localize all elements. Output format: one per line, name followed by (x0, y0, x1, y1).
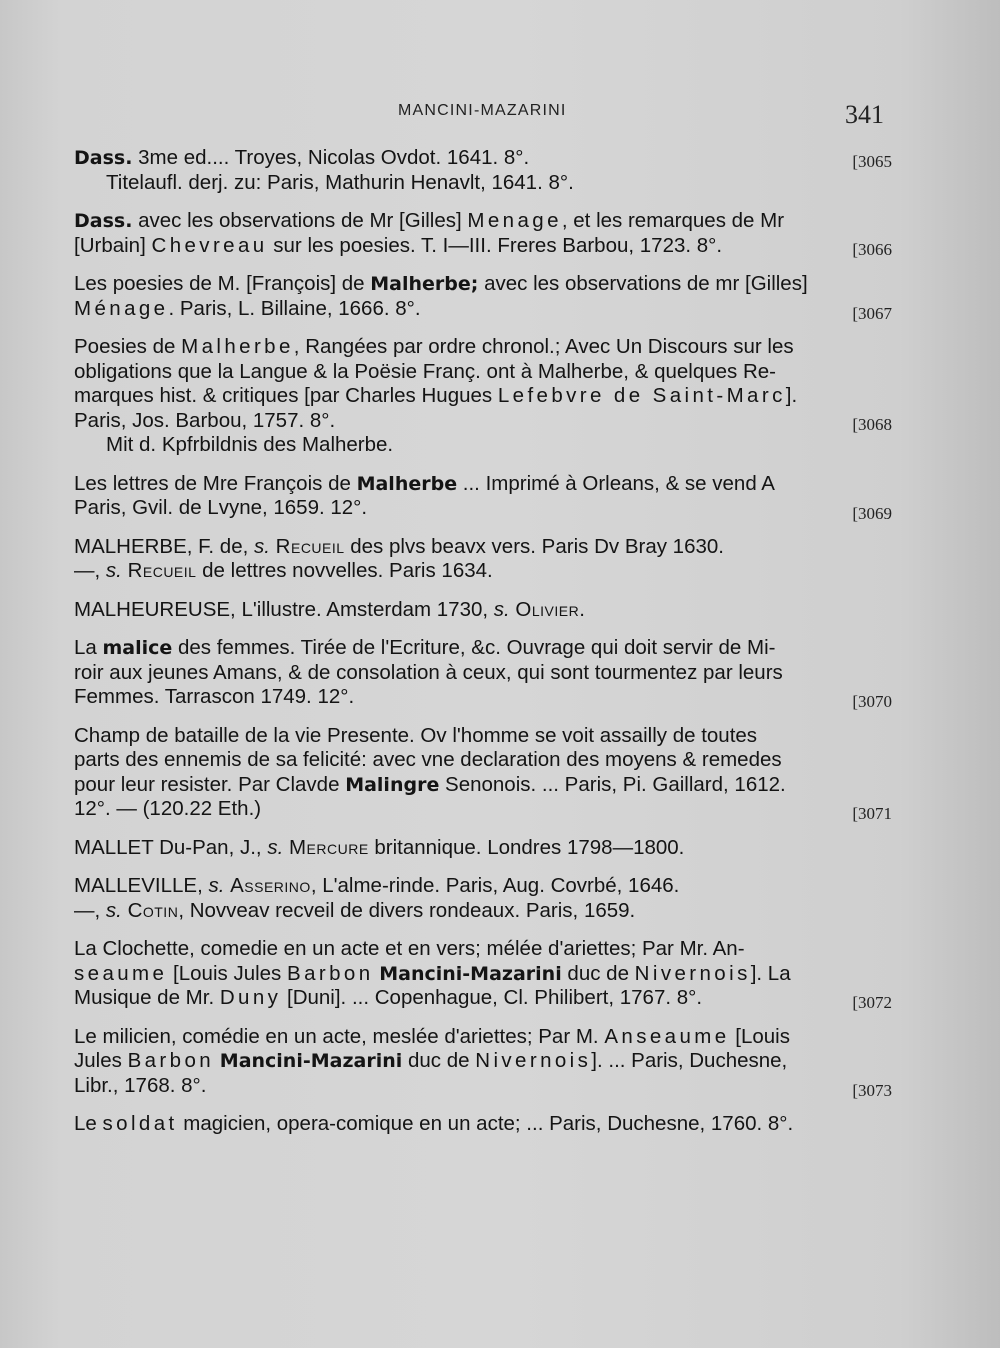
entry-text: [Urbain] (74, 233, 152, 257)
entry-text: ]. La (750, 961, 791, 985)
entry-text: sur les poesies. T. I—III. Freres Barbou, 1723. 8°. (267, 233, 723, 257)
cross-reference: Recueil (275, 534, 345, 558)
entry-heading: Malingre (345, 773, 440, 796)
entry-text: ]. ... Paris, Duchesne, (591, 1049, 788, 1072)
catalogue-entry (74, 1112, 886, 1137)
entry-text: Senonois. ... Paris, Pi. Gaillard, 1612. (439, 772, 786, 796)
page-number: 341 (845, 100, 884, 129)
entry-text: pour leur resister. Par Clavde (74, 772, 346, 796)
entry-text: . Paris, L. Billaine, 1666. 8°. (168, 296, 421, 320)
entry-text: roir aux jeunes Amans, & de consolation à ceux, qui sont tourmentez par leurs (74, 660, 783, 684)
entry-text: avec les observations de mr [Gilles] (478, 272, 808, 295)
entry-line (74, 234, 886, 259)
catalogue-entry (74, 874, 886, 923)
entry-text: ]. (785, 384, 798, 407)
entry-text: [Louis (729, 1024, 790, 1048)
see-abbrev: s. (105, 898, 122, 922)
entry-text: parts des ennemis de sa felicité: avec vne declaration des moyens & remedes (74, 748, 782, 771)
entry-line (74, 496, 886, 521)
catalogue-entry (74, 598, 886, 623)
entry-text: Jules (74, 1049, 128, 1072)
entry-text: avec les observations de Mr [Gilles] (132, 209, 468, 232)
entry-number: [3072 (852, 993, 892, 1012)
entry-text: , Novveav recveil de divers rondeaux. Paris, 1659. (178, 898, 636, 922)
entry-heading: Mancini-Mazarini (379, 962, 562, 985)
cross-reference: Asserino (230, 874, 311, 897)
entry-line (74, 874, 886, 899)
entry-line (74, 724, 886, 749)
entry-text: Les lettres de Mre François de (74, 471, 357, 495)
catalogue-entry (74, 937, 892, 1012)
author-name: Nivernois (634, 961, 751, 985)
entry-text: MALLET Du-Pan, J., (74, 835, 268, 859)
entry-line (74, 559, 886, 584)
entry-text: Paris, Jos. Barbou, 1757. 8°. (74, 408, 336, 432)
entry-number: [3071 (852, 803, 892, 823)
entry-text: , L'alme-rinde. Paris, Aug. Covrbé, 1646. (310, 874, 680, 897)
entry-line (74, 535, 886, 560)
entry-line (74, 472, 886, 497)
entry-number: [3069 (852, 503, 892, 523)
entry-text: Champ de bataille de la vie Presente. Ov l'homme se voit assailly de toutes (74, 723, 758, 747)
entry-text: La (74, 636, 103, 659)
entry-number: [3068 (852, 415, 892, 434)
cross-reference: Recueil (127, 559, 197, 582)
entry-text: marques hist. & critiques [par Charles Hugues (74, 384, 498, 407)
catalogue-entry (74, 723, 892, 823)
entry-text: MALLEVILLE, (74, 874, 209, 897)
entry-text: MALHEUREUSE, L'illustre. Amsterdam 1730, (74, 597, 494, 621)
entry-heading: Dass. (74, 210, 133, 232)
author-name: Lefebvre de Saint-Marc (497, 384, 786, 407)
entry-line (74, 1112, 886, 1137)
entry-number: [3066 (852, 240, 892, 259)
entry-text: de lettres novvelles. Paris 1634. (196, 559, 493, 582)
entry-line (74, 433, 886, 458)
author-name: Ménage (74, 296, 169, 320)
entry-text: , Rangées par ordre chronol.; Avec Un Discours sur les (293, 335, 794, 358)
entry-text: Le milicien, comédie en un acte, meslée d'ariettes; Par M. (74, 1024, 605, 1048)
entry-text: . (579, 597, 585, 621)
entry-line (74, 146, 886, 171)
entry-line (74, 937, 886, 962)
entry-text: Musique de Mr. (74, 986, 220, 1009)
entry-text: La Clochette, comedie en un acte et en vers; mélée d'ariettes; Par Mr. An- (74, 937, 745, 960)
entry-line (74, 773, 886, 798)
entry-number: [3065 (852, 152, 892, 171)
entry-text: Poesies de (74, 335, 182, 358)
entry-line (74, 209, 886, 234)
entry-text: Femmes. Tarrascon 1749. 12°. (74, 685, 355, 708)
entry-text: duc de (402, 1049, 476, 1072)
author-name: Menage (467, 209, 562, 232)
entry-number: [3067 (852, 304, 892, 323)
entry-line (74, 1049, 886, 1074)
cross-reference: Cotin (127, 898, 179, 922)
author-name: Barbon (287, 961, 374, 985)
catalogue-entry (74, 335, 892, 458)
entry-number: [3073 (852, 1080, 892, 1100)
entry-number: [3070 (852, 692, 892, 711)
catalogue-entry (74, 272, 892, 323)
entry-text: Libr., 1768. 8°. (74, 1073, 207, 1097)
entry-line (74, 1025, 886, 1050)
entry-text: Paris, Gvil. de Lvyne, 1659. 12°. (74, 496, 368, 519)
entry-line (74, 1074, 886, 1099)
entry-line (74, 409, 886, 434)
see-abbrev: s. (208, 874, 225, 897)
entry-text: des plvs beavx vers. Paris Dv Bray 1630. (344, 534, 724, 558)
entry-line (74, 962, 886, 987)
catalogue-entry (74, 836, 886, 861)
see-abbrev: s. (254, 534, 270, 558)
entry-line (74, 598, 886, 623)
author-name: Nivernois (475, 1049, 592, 1072)
entry-text: [Louis Jules (167, 961, 287, 985)
see-abbrev: s. (267, 835, 284, 859)
entry-line (74, 661, 886, 686)
running-head: MANCINI-MAZARINI (398, 102, 567, 119)
entry-text: [Duni]. ... Copenhague, Cl. Philibert, 1767. 8°. (281, 986, 703, 1009)
entry-text: 3me ed.... Troyes, Nicolas Ovdot. 1641. 8°. (132, 146, 530, 169)
entry-text: —, (74, 559, 106, 582)
author-name: Barbon (127, 1049, 215, 1072)
entry-line (74, 899, 886, 924)
entry-text: , et les remarques de Mr (561, 209, 785, 232)
entry-line (74, 986, 886, 1011)
author-name: soldat (102, 1112, 178, 1135)
entry-line (74, 836, 886, 861)
entry-line (74, 748, 886, 773)
entry-heading: Malherbe (356, 472, 458, 495)
entry-heading: malice (102, 637, 173, 659)
entry-line (74, 360, 886, 385)
author-name: Duny (219, 986, 282, 1009)
entry-text: Mit d. Kpfrbildnis des Malherbe. (106, 433, 394, 456)
catalogue-entries (74, 146, 892, 1151)
entry-text: magicien, opera-comique en un acte; ... Paris, Duchesne, 1760. 8°. (177, 1112, 794, 1135)
entry-heading: Mancini-Mazarini (219, 1050, 403, 1072)
entry-line (74, 384, 886, 409)
catalogue-entry (74, 471, 892, 523)
cross-reference: Olivier (515, 597, 580, 621)
entry-line (74, 297, 886, 322)
entry-text: obligations que la Langue & la Poësie Franç. ont à Malherbe, & quelques Re- (74, 359, 777, 383)
cross-reference: Mercure (288, 835, 369, 859)
entry-line (74, 335, 886, 360)
entry-line (74, 171, 886, 196)
entry-line (74, 636, 886, 661)
catalogue-entry (74, 1024, 892, 1100)
entry-text: Les poesies de M. [François] de (74, 272, 371, 295)
author-name: Anseaume (604, 1024, 730, 1048)
catalogue-entry (74, 535, 886, 584)
see-abbrev: s. (105, 559, 122, 582)
entry-line (74, 685, 886, 710)
entry-heading: Dass. (74, 147, 133, 169)
entry-line (74, 797, 886, 822)
entry-heading: Malherbe; (370, 273, 479, 295)
entry-text: britannique. Londres 1798—1800. (368, 835, 685, 859)
entry-text: 12°. — (120.22 Eth.) (74, 797, 262, 820)
catalogue-entry (74, 636, 892, 711)
catalogue-entry (74, 146, 892, 195)
entry-line (74, 272, 886, 297)
entry-text: ... Imprimé à Orleans, & se vend A (457, 471, 775, 495)
entry-text: —, (74, 898, 106, 922)
entry-text: MALHERBE, F. de, (74, 534, 255, 558)
author-name: seaume (74, 961, 168, 985)
entry-text: des femmes. Tirée de l'Ecriture, &c. Ouvrage qui doit servir de Mi- (172, 636, 776, 659)
catalogue-entry (74, 209, 892, 259)
author-name: Malherbe (181, 335, 294, 358)
entry-text: duc de (561, 961, 635, 985)
see-abbrev: s. (493, 597, 510, 621)
author-name: Chevreau (151, 233, 268, 257)
entry-text: Titelaufl. derj. zu: Paris, Mathurin Henavlt, 1641. 8°. (106, 170, 574, 194)
entry-text: Le (74, 1112, 103, 1135)
